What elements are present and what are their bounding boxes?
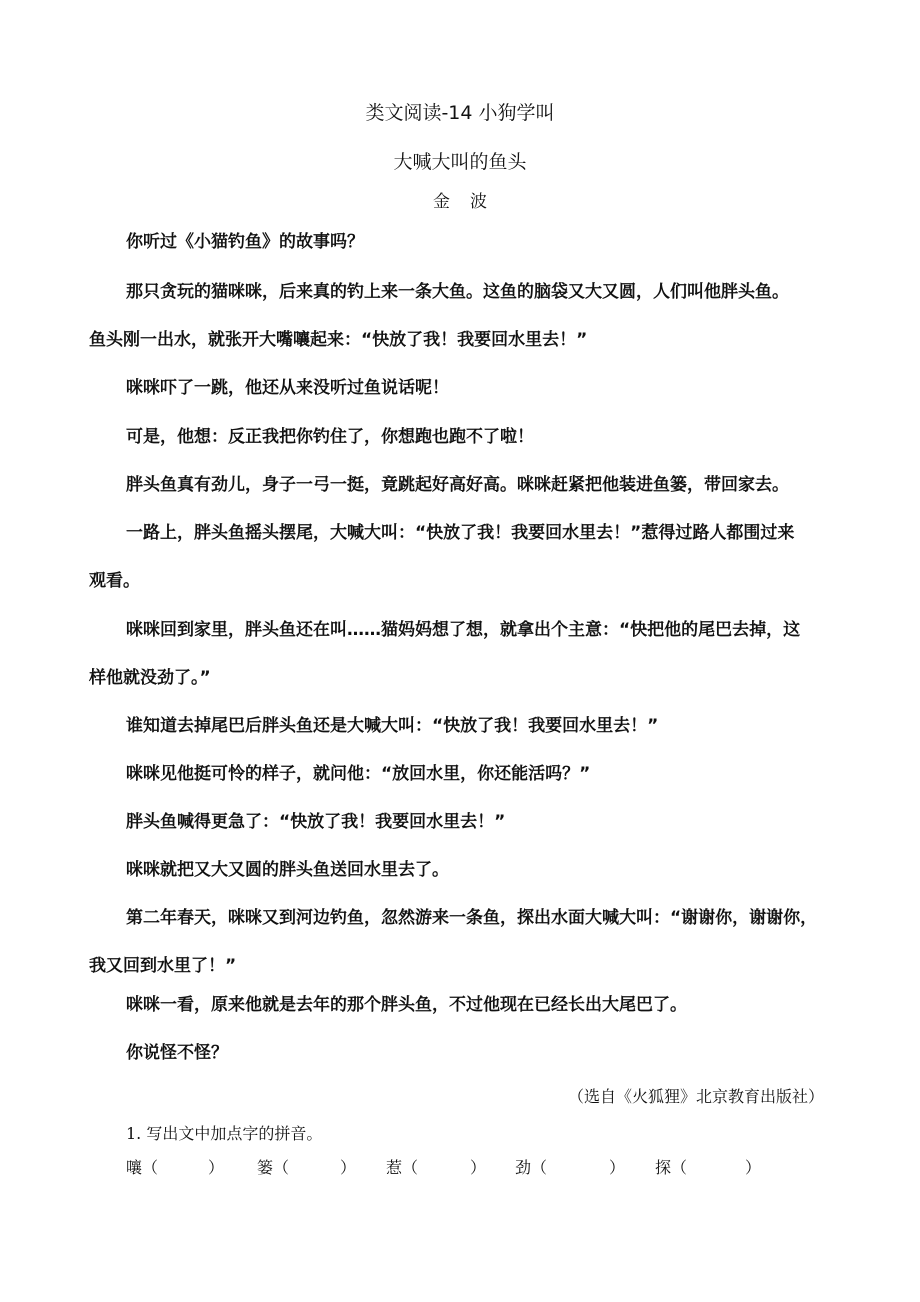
pinyin-item-label: 惹（: [386, 1158, 419, 1177]
story-line: 胖头鱼真有劲儿，身子一弓一挺，竟跳起好高好高。咪咪赶紧把他装进鱼篓，带回家去。: [126, 475, 789, 495]
story-line: 你听过《小猫钓鱼》的故事吗？: [126, 232, 364, 252]
author: 金波: [433, 192, 507, 212]
pinyin-item-label: 探（: [655, 1158, 688, 1177]
story-line: 观看。: [89, 571, 140, 591]
story-line: 一路上，胖头鱼摇头摆尾，大喊大叫：“快放了我！我要回水里去！”惹得过路人都围过来: [126, 523, 795, 543]
story-line: 样他就没劲了。”: [89, 668, 211, 688]
pinyin-item-close: ）: [745, 1158, 762, 1177]
story-title: 大喊大叫的鱼头: [393, 151, 527, 173]
story-line: 咪咪就把又大又圆的胖头鱼送回水里去了。: [126, 860, 449, 880]
pinyin-item-close: ）: [609, 1158, 626, 1177]
series-title: 类文阅读-14 小狗学叫: [365, 102, 555, 124]
source-note: （选自《火狐狸》北京教育出版社）: [567, 1087, 824, 1106]
story-line: 那只贪玩的猫咪咪，后来真的钓上来一条大鱼。这鱼的脑袋又大又圆，人们叫他胖头鱼。: [126, 282, 789, 302]
story-line: 第二年春天，咪咪又到河边钓鱼，忽然游来一条鱼，探出水面大喊大叫：“谢谢你，谢谢你，: [126, 908, 818, 928]
story-line: 咪咪见他挺可怜的样子，就问他：“放回水里，你还能活吗？”: [126, 764, 591, 784]
story-line: 胖头鱼喊得更急了：“快放了我！我要回水里去！”: [126, 812, 506, 832]
pinyin-item-label: 劲（: [515, 1158, 548, 1177]
pinyin-item-close: ）: [208, 1158, 225, 1177]
story-line: 我又回到水里了！”: [89, 956, 237, 976]
pinyin-item-close: ）: [340, 1158, 357, 1177]
story-line: 谁知道去掉尾巴后胖头鱼还是大喊大叫：“快放了我！我要回水里去！”: [126, 716, 659, 736]
pinyin-item-close: ）: [470, 1158, 487, 1177]
pinyin-item-label: 篓（: [257, 1158, 290, 1177]
story-line: 鱼头刚一出水，就张开大嘴嚷起来：“快放了我！我要回水里去！”: [89, 330, 588, 350]
pinyin-item-label: 嚷（: [126, 1158, 159, 1177]
story-line: 咪咪吓了一跳，他还从来没听过鱼说话呢！: [126, 378, 449, 398]
story-line: 可是，他想：反正我把你钓住了，你想跑也跑不了啦！: [126, 427, 534, 447]
story-line: 咪咪一看，原来他就是去年的那个胖头鱼，不过他现在已经长出大尾巴了。: [126, 995, 687, 1015]
story-line: 咪咪回到家里，胖头鱼还在叫……猫妈妈想了想，就拿出个主意：“快把他的尾巴去掉，这: [126, 620, 801, 640]
story-line: 你说怪不怪？: [126, 1043, 228, 1063]
question-1: 1. 写出文中加点字的拼音。: [126, 1124, 323, 1143]
